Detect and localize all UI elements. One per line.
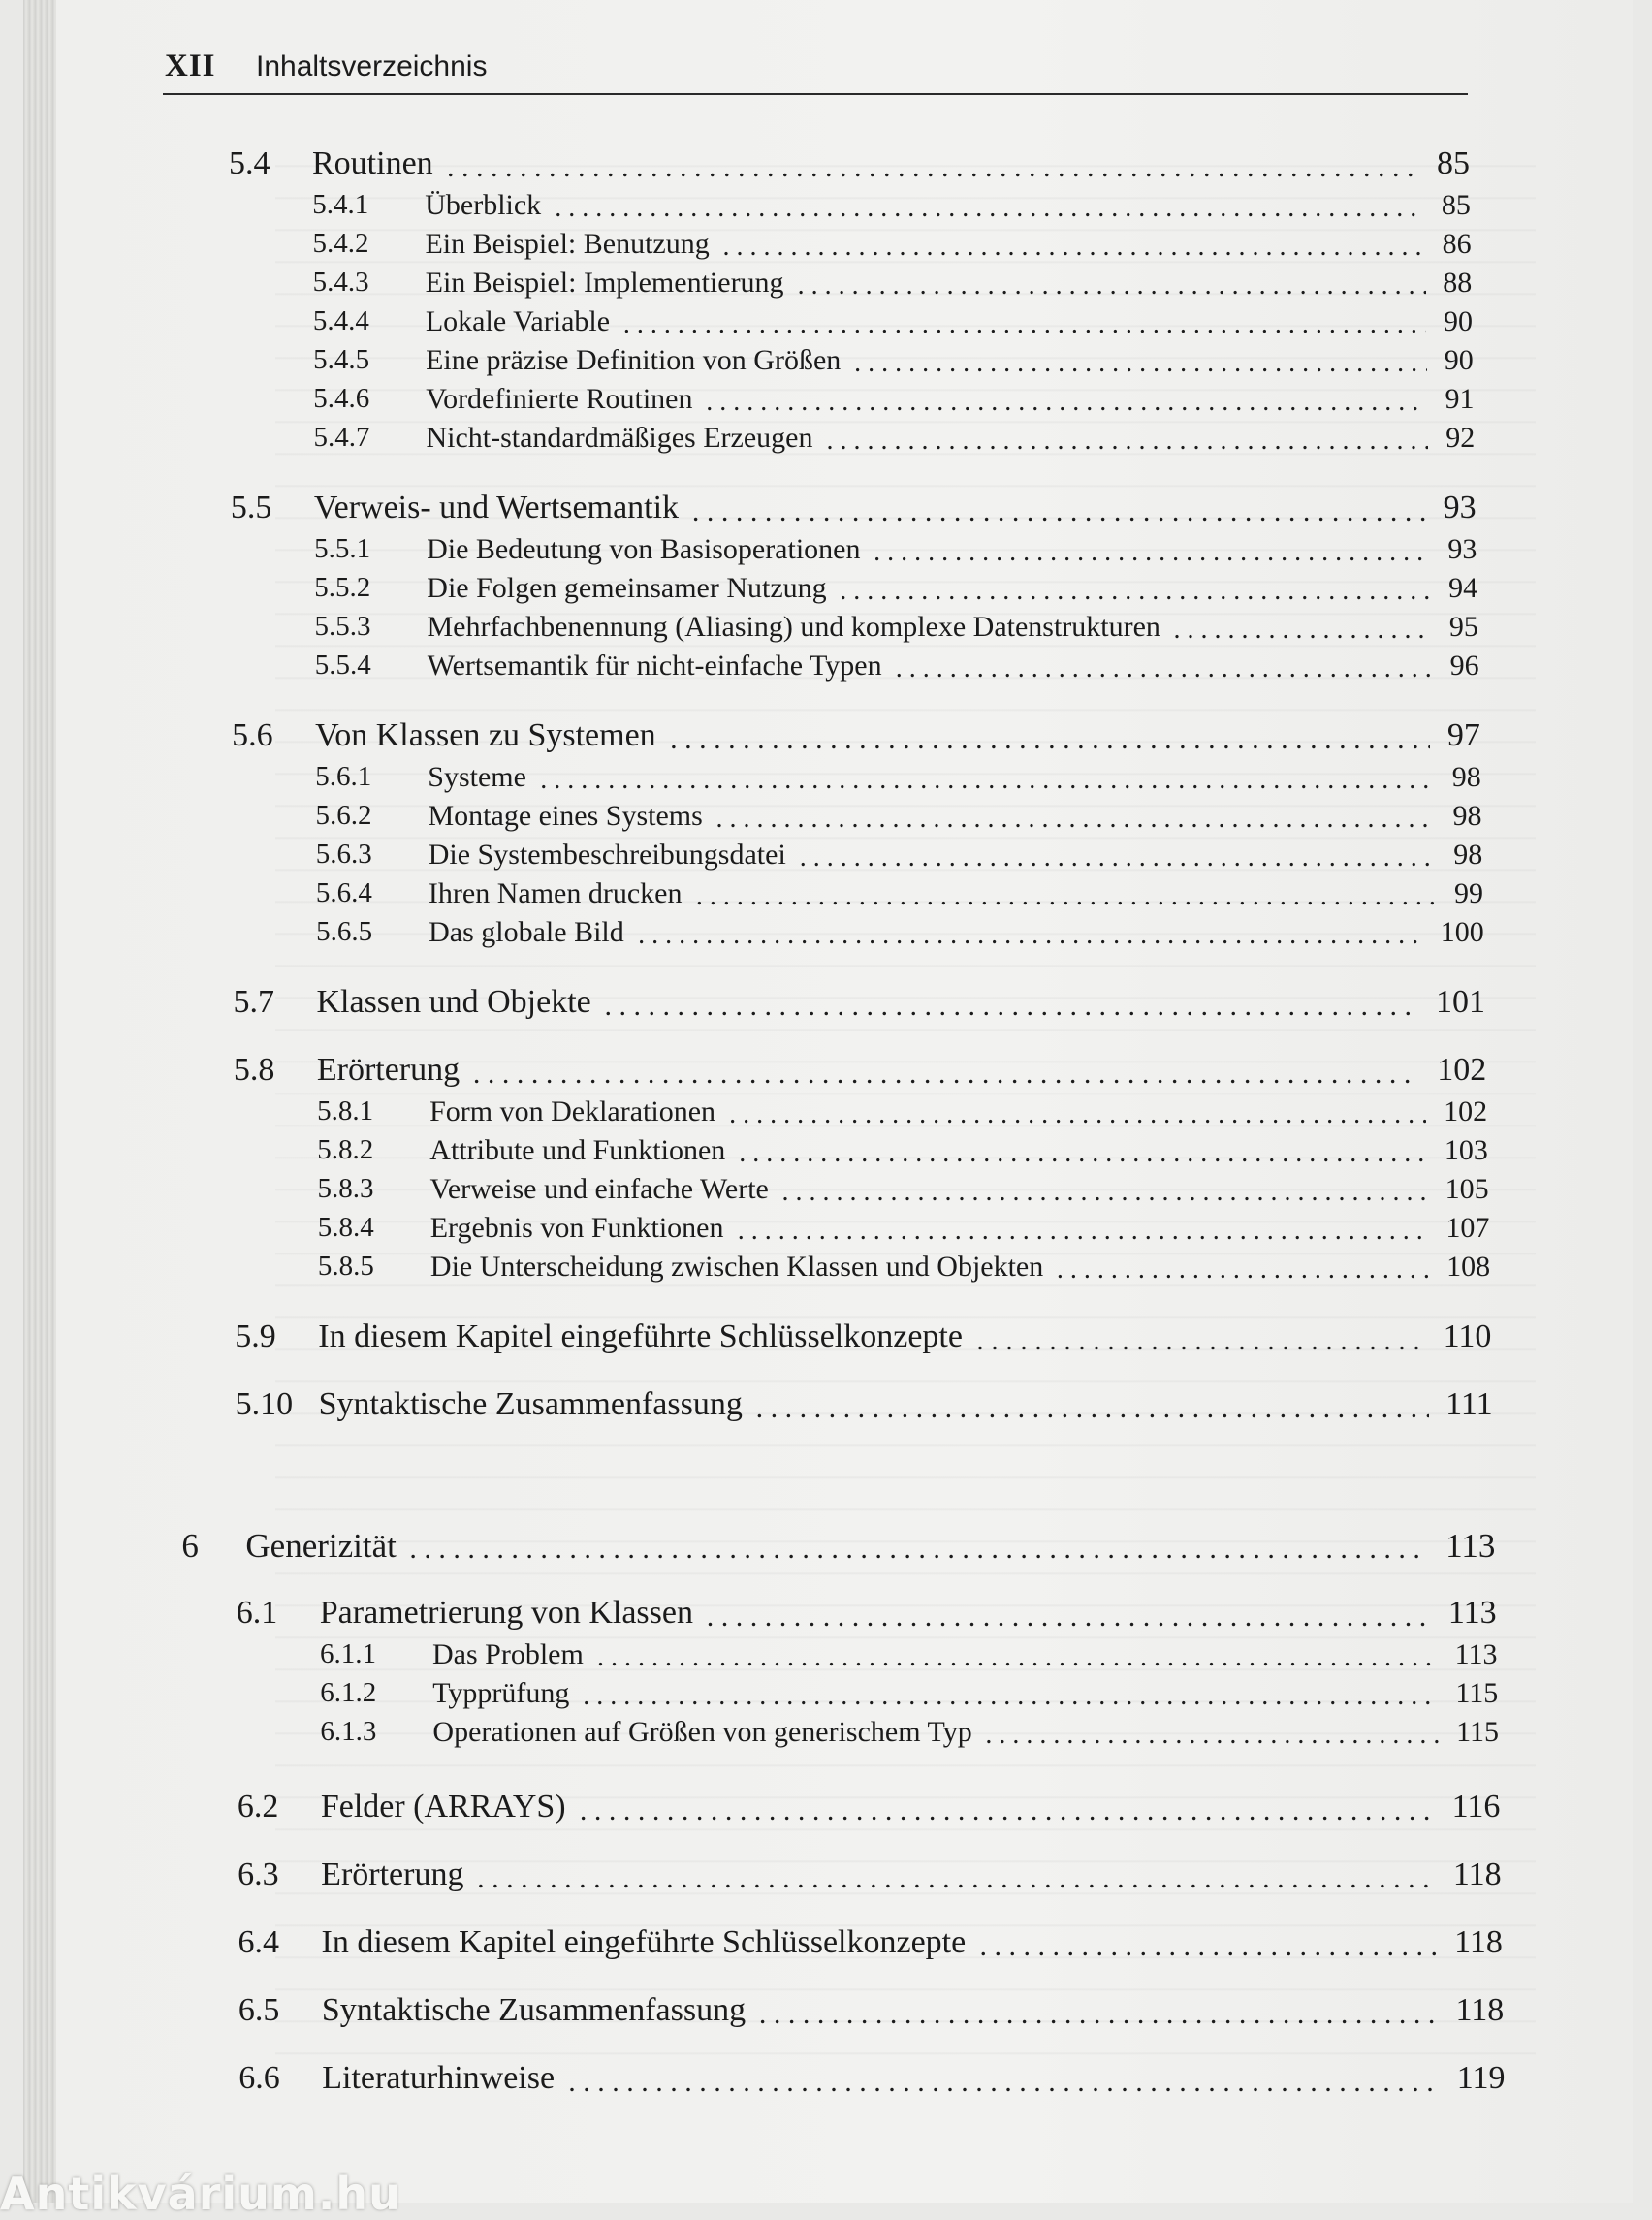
- toc-entry-number: 5.5.2: [314, 572, 371, 603]
- toc-dot-leader: [623, 309, 1426, 340]
- toc-entry-number: 6.2: [237, 1789, 279, 1824]
- toc-dot-leader: [477, 1862, 1435, 1895]
- toc-entry-title: Ein Beispiel: Benutzung: [425, 228, 710, 260]
- toc-entry-page: 85: [1441, 189, 1471, 221]
- toc-entry-title: Typprüfung: [432, 1677, 570, 1709]
- toc-entry-page: 93: [1443, 490, 1477, 525]
- toc-entry-number: 6.1: [236, 1595, 278, 1631]
- toc-entry-page: 113: [1447, 1595, 1497, 1631]
- toc-entry-title: Routinen: [312, 145, 433, 181]
- toc-entry-page: 91: [1445, 383, 1475, 415]
- toc-entry-number: 5.6.2: [315, 800, 372, 831]
- toc-entry: [229, 189, 1471, 228]
- toc-entry-number: 6.1.1: [320, 1638, 376, 1669]
- toc-entry: [237, 1716, 1499, 1755]
- toc-entry: [230, 305, 1473, 344]
- toc-entry: [236, 1386, 1493, 1425]
- toc-entry-number: 5.8.4: [317, 1212, 374, 1243]
- toc-entry: [234, 1095, 1487, 1134]
- toc-dot-leader: [985, 1720, 1439, 1751]
- toc-dot-leader: [638, 920, 1423, 951]
- toc-entry: [238, 1924, 1503, 1963]
- toc-entry-number: 5.10: [235, 1386, 294, 1422]
- toc-entry-number: 5.4.6: [313, 383, 370, 414]
- toc-entry: [238, 1789, 1501, 1827]
- toc-entry-title: Parametrierung von Klassen: [319, 1595, 693, 1631]
- toc-entry-page: 102: [1444, 1095, 1488, 1127]
- toc-entry-number: 5.7: [233, 984, 274, 1020]
- toc-entry-number: 5.5.1: [314, 533, 371, 564]
- toc-entry-number: 6: [181, 1527, 199, 1565]
- toc-dot-leader: [604, 990, 1418, 1023]
- toc-entry-page: 107: [1446, 1212, 1490, 1244]
- toc-entry-title: Die Bedeutung von Basisoperationen: [427, 533, 861, 565]
- toc-dot-leader: [782, 1177, 1428, 1208]
- toc-entry: [234, 1134, 1488, 1173]
- toc-dot-leader: [409, 1533, 1428, 1566]
- toc-entry-page: 103: [1444, 1134, 1488, 1166]
- toc-entry: [231, 533, 1477, 572]
- toc-entry-page: 86: [1442, 228, 1472, 260]
- toc-entry: [233, 877, 1483, 916]
- toc-entry-number: 6.6: [238, 2060, 280, 2096]
- toc-entry-title: Erörterung: [316, 1052, 461, 1088]
- toc-entry-title: Verweise und einfache Werte: [429, 1173, 769, 1205]
- toc-entry-page: 98: [1452, 800, 1482, 832]
- toc-entry: [181, 1527, 1495, 1566]
- toc-entry-title: Das globale Bild: [429, 916, 624, 948]
- toc-entry-number: 6.5: [238, 1992, 280, 2028]
- toc-entry-page: 108: [1446, 1251, 1491, 1283]
- toc-dot-leader: [555, 193, 1424, 224]
- toc-entry-number: 5.8.5: [317, 1251, 374, 1282]
- toc-dot-leader: [696, 881, 1437, 912]
- toc-entry-title: Attribute und Funktionen: [429, 1134, 726, 1166]
- toc-entry-page: 118: [1454, 1924, 1503, 1960]
- toc-entry-page: 94: [1448, 572, 1478, 604]
- toc-entry-title: Die Systembeschreibungsdatei: [428, 839, 786, 871]
- toc-entry-number: 5.6.1: [315, 761, 372, 792]
- toc-dot-leader: [980, 1930, 1437, 1963]
- toc-entry: [230, 267, 1473, 305]
- toc-dot-leader: [580, 1794, 1435, 1827]
- toc-entry: [237, 1677, 1498, 1716]
- toc-entry: [237, 1638, 1497, 1677]
- toc-entry: [237, 1595, 1497, 1633]
- toc-entry: [238, 1992, 1504, 2031]
- toc-entry-title: Systeme: [428, 761, 526, 793]
- toc-entry-title: Nicht-standardmäßiges Erzeugen: [426, 422, 813, 454]
- toc-dot-leader: [738, 1216, 1429, 1247]
- toc-entry-number: 5.6: [232, 717, 273, 753]
- toc-entry-title: Wertsemantik für nicht-einfache Typen: [427, 650, 882, 682]
- toc-dot-leader: [976, 1324, 1425, 1357]
- toc-dot-leader: [800, 842, 1437, 873]
- toc-entry-number: 5.4.4: [312, 305, 369, 336]
- toc-entry-number: 5.6.5: [316, 916, 373, 947]
- toc-entry-page: 85: [1437, 145, 1470, 181]
- toc-entry-number: 6.1.2: [320, 1677, 377, 1708]
- toc-dot-leader: [729, 1099, 1426, 1130]
- toc-entry-title: In diesem Kapitel eingeführte Schlüsselkonzepte: [318, 1318, 963, 1354]
- toc-entry: [235, 1212, 1490, 1251]
- toc-entry-page: 92: [1446, 422, 1476, 454]
- toc-dot-leader: [1057, 1254, 1429, 1285]
- toc-entry-title: Syntaktische Zusammenfassung: [318, 1386, 743, 1422]
- toc-entry-page: 90: [1444, 344, 1474, 376]
- toc-entry-page: 97: [1446, 717, 1480, 753]
- toc-entry-title: Montage eines Systems: [428, 800, 703, 832]
- toc-dot-leader: [597, 1642, 1437, 1673]
- toc-entry: [230, 344, 1474, 383]
- toc-entry-title: Ihren Namen drucken: [428, 877, 683, 909]
- toc-entry-title: Ein Beispiel: Implementierung: [425, 267, 784, 299]
- toc-entry-title: Eine präzise Definition von Größen: [426, 344, 842, 376]
- toc-entry-number: 5.5.3: [314, 611, 371, 642]
- toc-entry-page: 113: [1446, 1527, 1496, 1565]
- toc-entry-title: Das Problem: [432, 1638, 584, 1670]
- toc-entry: [233, 800, 1482, 839]
- toc-entry: [231, 490, 1477, 528]
- toc-entry-number: 5.6.4: [315, 877, 372, 908]
- toc-entry-page: 105: [1445, 1173, 1489, 1205]
- toc-entry-page: 99: [1453, 877, 1483, 909]
- toc-entry-page: 116: [1451, 1789, 1501, 1824]
- toc-entry-page: 96: [1449, 650, 1479, 682]
- toc-dot-leader: [759, 1998, 1438, 2031]
- toc-entry: [234, 1052, 1486, 1091]
- toc-entry-number: 5.4.1: [312, 189, 369, 220]
- toc-entry: [235, 1173, 1489, 1212]
- toc-dot-leader: [540, 765, 1434, 796]
- toc-entry-title: Syntaktische Zusammenfassung: [321, 1992, 747, 2028]
- toc-entry-title: Klassen und Objekte: [316, 984, 591, 1020]
- toc-entry: [233, 916, 1484, 955]
- toc-entry-number: 5.8.1: [317, 1095, 374, 1126]
- toc-entry-title: Operationen auf Größen von generischem Typ: [432, 1716, 972, 1748]
- toc-entry-title: Die Folgen gemeinsamer Nutzung: [427, 572, 827, 604]
- toc-entry: [238, 1856, 1501, 1895]
- toc-dot-leader: [826, 426, 1428, 457]
- toc-entry: [232, 761, 1480, 800]
- watermark-logo: Antikvárium.hu: [0, 2168, 401, 2220]
- toc-entry-page: 98: [1451, 761, 1481, 793]
- toc-entry-number: 5.6.3: [315, 839, 372, 870]
- toc-dot-leader: [670, 723, 1430, 756]
- toc-dot-leader: [840, 576, 1431, 607]
- toc-entry-number: 5.8: [233, 1052, 275, 1088]
- toc-entry-page: 100: [1440, 916, 1484, 948]
- toc-entry: [232, 650, 1479, 688]
- toc-entry-number: 5.4.3: [312, 267, 369, 298]
- toc-entry: [229, 145, 1470, 184]
- toc-entry-page: 93: [1447, 533, 1477, 565]
- toc-entry-page: 118: [1452, 1856, 1502, 1892]
- header-title: Inhaltsverzeichnis: [256, 50, 488, 82]
- toc-dot-leader: [1173, 615, 1431, 646]
- toc-entry-page: 101: [1435, 984, 1485, 1020]
- toc-entry-page: 95: [1448, 611, 1478, 643]
- toc-entry-page: 110: [1443, 1318, 1492, 1354]
- toc-entry: [233, 839, 1483, 877]
- toc-entry-title: Ergebnis von Funktionen: [429, 1212, 724, 1244]
- toc-entry-page: 98: [1453, 839, 1483, 871]
- toc-entry-title: Überblick: [425, 189, 542, 221]
- toc-entry-number: 5.4.5: [313, 344, 370, 375]
- toc-entry-number: 5.4: [229, 145, 270, 181]
- header-page-number: XII: [165, 48, 216, 83]
- toc-entry-page: 88: [1443, 267, 1473, 299]
- toc-entry-number: 6.4: [238, 1924, 280, 1960]
- toc-entry-title: Vordefinierte Routinen: [426, 383, 693, 415]
- toc-entry-page: 118: [1455, 1992, 1505, 2028]
- toc-entry-page: 115: [1456, 1716, 1499, 1748]
- toc-dot-leader: [706, 387, 1427, 418]
- toc-dot-leader: [798, 270, 1426, 301]
- toc-entry-number: 5.8.3: [317, 1173, 374, 1204]
- toc-entry: [233, 984, 1485, 1023]
- toc-entry-title: Erörterung: [321, 1856, 464, 1892]
- toc-dot-leader: [896, 653, 1433, 684]
- toc-entry-number: 5.4.2: [312, 228, 369, 259]
- toc-entry-page: 111: [1446, 1386, 1493, 1422]
- toc-entry: [231, 611, 1477, 650]
- toc-dot-leader: [739, 1138, 1427, 1169]
- toc-entry-title: In diesem Kapitel eingeführte Schlüsselkonzepte: [321, 1924, 967, 1960]
- toc-entry-number: 5.4.7: [313, 422, 370, 453]
- toc-entry-title: Mehrfachbenennung (Aliasing) und komplexe Datenstrukturen: [427, 611, 1160, 643]
- toc-dot-leader: [447, 151, 1419, 184]
- toc-dot-leader: [707, 1601, 1431, 1633]
- toc-entry-title: Form von Deklarationen: [429, 1095, 716, 1127]
- toc-dot-leader: [716, 804, 1436, 835]
- toc-entry-title: Verweis- und Wertsemantik: [313, 490, 680, 525]
- toc-entry-title: Literaturhinweise: [322, 2060, 556, 2096]
- toc-entry-title: Generizität: [245, 1527, 397, 1565]
- toc-entry: [232, 717, 1480, 756]
- toc-entry: [230, 422, 1475, 460]
- toc-entry: [230, 383, 1474, 422]
- toc-entry-page: 115: [1455, 1677, 1499, 1709]
- toc-entry-number: 5.8.2: [317, 1134, 374, 1165]
- toc-entry-title: Von Klassen zu Systemen: [315, 717, 656, 753]
- toc-entry-number: 5.9: [235, 1318, 276, 1354]
- toc-entry: [231, 572, 1477, 611]
- toc-dot-leader: [722, 232, 1424, 263]
- toc-dot-leader: [874, 537, 1430, 568]
- toc-entry-title: Die Unterscheidung zwischen Klassen und Objekten: [429, 1251, 1044, 1283]
- toc-dot-leader: [756, 1392, 1429, 1425]
- toc-entry-title: Felder (ARRAYS): [320, 1789, 566, 1824]
- toc-entry: [238, 2060, 1505, 2099]
- toc-entry: [229, 228, 1471, 267]
- toc-entry-number: 5.5: [230, 490, 272, 525]
- toc-dot-leader: [854, 348, 1427, 379]
- toc-entry-number: 6.3: [238, 1856, 279, 1892]
- toc-entry-page: 102: [1437, 1052, 1487, 1088]
- toc-entry-page: 90: [1444, 305, 1474, 337]
- toc-dot-leader: [692, 495, 1426, 528]
- toc-dot-leader: [473, 1058, 1419, 1091]
- toc-entry: [235, 1251, 1490, 1289]
- toc-entry-number: 5.5.4: [314, 650, 371, 681]
- toc-entry-page: 113: [1454, 1638, 1498, 1670]
- toc-entry: [235, 1318, 1491, 1357]
- toc-entry-number: 6.1.3: [320, 1716, 377, 1747]
- toc-dot-leader: [568, 2066, 1439, 2099]
- toc-entry-page: 119: [1456, 2060, 1506, 2096]
- toc-entry-title: Lokale Variable: [425, 305, 611, 337]
- toc-dot-leader: [583, 1681, 1438, 1712]
